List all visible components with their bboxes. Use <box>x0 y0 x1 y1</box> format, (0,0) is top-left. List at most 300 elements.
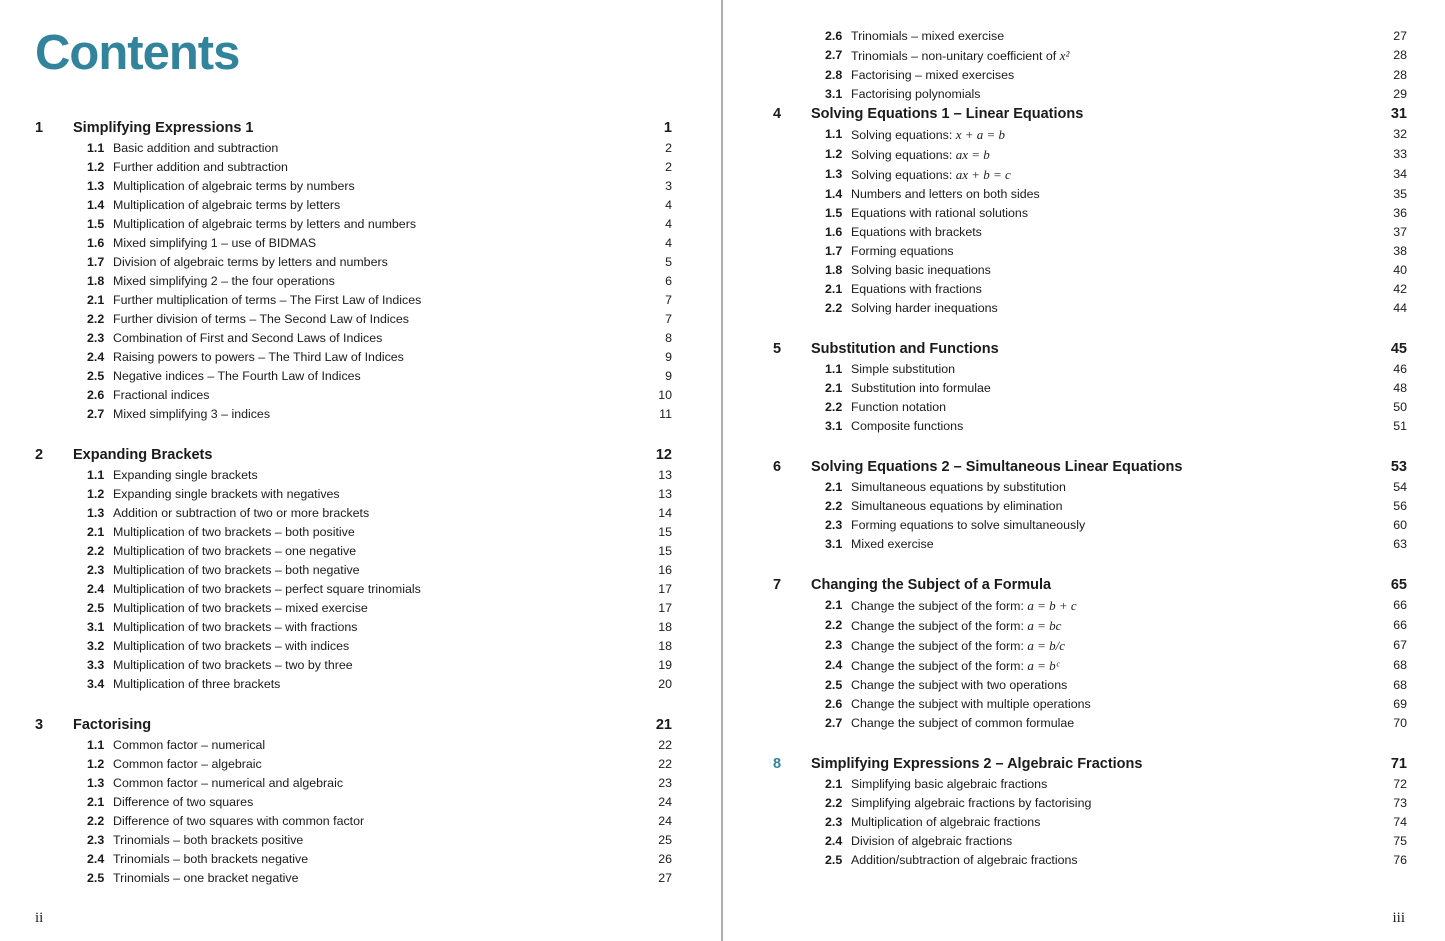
item-number: 2.2 <box>825 400 843 414</box>
item-indent-spacer <box>35 656 87 675</box>
item-page-number: 3 <box>665 179 672 193</box>
item-indent-spacer <box>773 497 825 516</box>
toc-item <box>773 497 1407 516</box>
item-indent-spacer <box>35 158 87 177</box>
item-indent-spacer <box>35 310 87 329</box>
item-title: Multiplication of two brackets – both negative <box>113 563 360 577</box>
chapter-page-number: 1 <box>663 120 672 136</box>
item-number: 1.5 <box>825 206 843 220</box>
item-indent-spacer <box>35 580 87 599</box>
toc-item <box>773 165 1407 185</box>
item-indent-spacer <box>773 636 825 656</box>
item-title: Substitution into formulae <box>851 381 991 395</box>
item-indent-spacer <box>773 280 825 299</box>
item-page-number: 4 <box>665 236 672 250</box>
toc-item <box>35 831 672 850</box>
item-number: 2.3 <box>825 815 843 829</box>
item-indent-spacer <box>773 223 825 242</box>
item-indent-spacer <box>773 145 825 165</box>
item-page-number: 2 <box>665 160 672 174</box>
item-number: 2.4 <box>87 852 105 866</box>
toc-item <box>773 832 1407 851</box>
item-title: Trinomials – both brackets positive <box>113 833 304 847</box>
item-page-number: 16 <box>658 563 672 577</box>
left-page-content <box>35 24 672 888</box>
item-title: Multiplication of two brackets – both positive <box>113 525 355 539</box>
item-page-number: 42 <box>1393 282 1407 296</box>
page-title: Contents <box>35 26 240 80</box>
item-number: 2.2 <box>87 312 105 326</box>
item-title: Solving equations: x + a = b <box>851 127 1006 142</box>
item-page-number: 66 <box>1393 618 1407 632</box>
item-page-number: 38 <box>1393 244 1407 258</box>
toc-item <box>773 46 1407 66</box>
item-indent-spacer <box>35 329 87 348</box>
item-indent-spacer <box>35 542 87 561</box>
item-title: Addition or subtraction of two or more brackets <box>113 506 370 520</box>
item-title: Change the subject of the form: a = b + c <box>851 598 1077 613</box>
item-title: Factorising polynomials <box>851 87 981 101</box>
item-page-number: 9 <box>665 350 672 364</box>
chapter-page-number: 45 <box>1390 341 1407 357</box>
item-page-number: 76 <box>1393 853 1407 867</box>
chapter-page-number: 31 <box>1390 106 1407 122</box>
item-indent-spacer <box>773 656 825 676</box>
item-title: Further division of terms – The Second Law of Indices <box>113 312 409 326</box>
toc-item <box>35 158 672 177</box>
toc-item <box>773 813 1407 832</box>
item-page-number: 13 <box>658 468 672 482</box>
item-number: 2.7 <box>825 716 843 730</box>
item-indent-spacer <box>773 616 825 636</box>
item-math-expression: x² <box>1059 48 1070 63</box>
item-indent-spacer <box>773 417 825 436</box>
item-indent-spacer <box>35 850 87 869</box>
item-number: 3.1 <box>87 620 105 634</box>
item-page-number: 40 <box>1393 263 1407 277</box>
toc-item <box>773 636 1407 656</box>
item-math-expression: ax = b <box>955 147 990 162</box>
toc-item <box>35 523 672 542</box>
toc-item <box>35 850 672 869</box>
item-indent-spacer <box>773 46 825 66</box>
toc-chapter-block <box>35 445 672 694</box>
chapter-title: Solving Equations 1 – Linear Equations <box>811 106 1084 122</box>
item-title: Factorising – mixed exercises <box>851 68 1015 82</box>
toc-chapter-block <box>773 339 1407 436</box>
item-page-number: 44 <box>1393 301 1407 315</box>
item-page-number: 22 <box>658 738 672 752</box>
item-page-number: 27 <box>1393 29 1407 43</box>
toc-item <box>773 204 1407 223</box>
chapter-number: 4 <box>773 106 782 122</box>
toc-item <box>35 348 672 367</box>
item-title: Basic addition and subtraction <box>113 141 279 155</box>
toc-item <box>773 851 1407 870</box>
item-number: 2.1 <box>87 525 105 539</box>
item-math-expression: a = b/c <box>1027 638 1065 653</box>
item-title: Equations with rational solutions <box>851 206 1029 220</box>
item-page-number: 75 <box>1393 834 1407 848</box>
left-page <box>0 0 722 941</box>
item-indent-spacer <box>35 196 87 215</box>
item-title: Composite functions <box>851 419 964 433</box>
toc-item <box>773 27 1407 46</box>
item-title: Mixed simplifying 3 – indices <box>113 407 271 421</box>
item-title: Raising powers to powers – The Third Law of Indices <box>113 350 404 364</box>
item-page-number: 9 <box>665 369 672 383</box>
item-title: Forming equations to solve simultaneously <box>851 518 1086 532</box>
item-indent-spacer <box>773 360 825 379</box>
toc-item <box>35 196 672 215</box>
item-number: 3.1 <box>825 537 843 551</box>
item-indent-spacer <box>35 367 87 386</box>
item-number: 1.1 <box>87 738 105 752</box>
item-page-number: 37 <box>1393 225 1407 239</box>
item-page-number: 54 <box>1393 480 1407 494</box>
toc-item <box>35 466 672 485</box>
chapter-number: 3 <box>35 717 44 733</box>
item-title: Function notation <box>851 400 947 414</box>
item-title: Multiplication of two brackets – mixed exercise <box>113 601 368 615</box>
item-indent-spacer <box>773 851 825 870</box>
toc-chapter-heading <box>773 457 1407 478</box>
item-number: 2.1 <box>825 480 843 494</box>
item-indent-spacer <box>35 736 87 755</box>
item-number: 2.1 <box>87 795 105 809</box>
toc-item <box>35 736 672 755</box>
item-number: 2.2 <box>825 301 843 315</box>
toc-chapter-block <box>773 754 1407 870</box>
toc-right-column <box>773 104 1407 870</box>
item-indent-spacer <box>35 831 87 850</box>
toc-item <box>773 794 1407 813</box>
item-number: 1.6 <box>825 225 843 239</box>
item-page-number: 50 <box>1393 400 1407 414</box>
toc-left-column <box>35 118 672 888</box>
chapter-page-number: 21 <box>655 717 672 733</box>
item-page-number: 2 <box>665 141 672 155</box>
toc-chapter-block <box>35 715 672 888</box>
item-number: 2.1 <box>825 598 843 612</box>
toc-item <box>35 329 672 348</box>
item-page-number: 32 <box>1393 127 1407 141</box>
item-math-expression: a = bc <box>1027 618 1062 633</box>
item-title: Solving equations: ax = b <box>851 147 990 162</box>
toc-item <box>35 637 672 656</box>
item-title: Multiplication of algebraic fractions <box>851 815 1041 829</box>
item-title: Difference of two squares with common factor <box>113 814 365 828</box>
item-title: Further addition and subtraction <box>113 160 288 174</box>
toc-chapter-heading <box>35 445 672 466</box>
item-title: Multiplication of two brackets – with indices <box>113 639 350 653</box>
item-title: Simplifying basic algebraic fractions <box>851 777 1048 791</box>
item-number: 2.5 <box>87 601 105 615</box>
item-number: 1.2 <box>87 487 105 501</box>
item-indent-spacer <box>35 869 87 888</box>
item-number: 2.3 <box>825 638 843 652</box>
item-number: 1.8 <box>825 263 843 277</box>
item-title: Multiplication of algebraic terms by numbers <box>113 179 355 193</box>
item-number: 2.8 <box>825 68 843 82</box>
item-title: Trinomials – one bracket negative <box>113 871 299 885</box>
item-page-number: 36 <box>1393 206 1407 220</box>
item-page-number: 56 <box>1393 499 1407 513</box>
item-page-number: 29 <box>1393 87 1407 101</box>
toc-continuation-items <box>773 27 1407 104</box>
item-page-number: 73 <box>1393 796 1407 810</box>
item-indent-spacer <box>773 832 825 851</box>
item-page-number: 72 <box>1393 777 1407 791</box>
item-page-number: 24 <box>658 814 672 828</box>
toc-item <box>35 272 672 291</box>
item-number: 3.1 <box>825 87 843 101</box>
toc-item <box>35 310 672 329</box>
toc-chapter-heading <box>773 754 1407 775</box>
item-number: 2.1 <box>87 293 105 307</box>
item-number: 2.6 <box>87 388 105 402</box>
item-number: 2.2 <box>87 814 105 828</box>
chapter-title: Solving Equations 2 – Simultaneous Linear Equations <box>811 459 1183 475</box>
item-indent-spacer <box>35 139 87 158</box>
item-title: Change the subject of the form: a = b/c <box>851 638 1065 653</box>
toc-chapter-heading <box>773 575 1407 596</box>
item-page-number: 28 <box>1393 48 1407 62</box>
item-indent-spacer <box>773 242 825 261</box>
item-math-expression: a = b + c <box>1027 598 1077 613</box>
item-number: 2.4 <box>825 834 843 848</box>
item-number: 1.8 <box>87 274 105 288</box>
item-title: Trinomials – non-unitary coefficient of x² <box>851 48 1070 63</box>
toc-item <box>773 125 1407 145</box>
item-title: Trinomials – both brackets negative <box>113 852 309 866</box>
item-page-number: 18 <box>658 620 672 634</box>
item-title: Change the subject with multiple operations <box>851 697 1091 711</box>
left-folio: ii <box>35 910 44 926</box>
item-title: Simple substitution <box>851 362 955 376</box>
item-title: Addition/subtraction of algebraic fractions <box>851 853 1078 867</box>
item-indent-spacer <box>773 478 825 497</box>
item-number: 2.6 <box>825 29 843 43</box>
item-indent-spacer <box>773 596 825 616</box>
item-title: Numbers and letters on both sides <box>851 187 1040 201</box>
item-title: Difference of two squares <box>113 795 254 809</box>
toc-item <box>773 223 1407 242</box>
item-page-number: 6 <box>665 274 672 288</box>
item-indent-spacer <box>35 599 87 618</box>
toc-item <box>35 755 672 774</box>
toc-item <box>35 793 672 812</box>
item-number: 1.3 <box>87 506 105 520</box>
item-number: 2.3 <box>825 518 843 532</box>
toc-item <box>773 185 1407 204</box>
toc-item <box>35 869 672 888</box>
item-page-number: 70 <box>1393 716 1407 730</box>
item-page-number: 17 <box>658 601 672 615</box>
right-page-content <box>773 27 1407 870</box>
item-title: Division of algebraic fractions <box>851 834 1013 848</box>
toc-item <box>35 215 672 234</box>
toc-chapter-heading <box>35 715 672 736</box>
item-number: 1.2 <box>825 147 843 161</box>
item-page-number: 74 <box>1393 815 1407 829</box>
right-page <box>723 0 1445 941</box>
right-folio: iii <box>1392 910 1405 926</box>
item-title: Equations with fractions <box>851 282 982 296</box>
item-page-number: 66 <box>1393 598 1407 612</box>
item-title: Change the subject of the form: a = bᶜ <box>851 658 1060 673</box>
item-number: 2.4 <box>87 582 105 596</box>
item-number: 2.5 <box>87 369 105 383</box>
toc-chapter-block <box>773 457 1407 554</box>
item-math-expression: x + a = b <box>955 127 1006 142</box>
toc-item <box>773 695 1407 714</box>
item-page-number: 48 <box>1393 381 1407 395</box>
item-page-number: 68 <box>1393 658 1407 672</box>
item-number: 2.2 <box>87 544 105 558</box>
item-title: Mixed exercise <box>851 537 934 551</box>
toc-item <box>773 242 1407 261</box>
item-title: Multiplication of algebraic terms by letters and numbers <box>113 217 417 231</box>
item-title: Equations with brackets <box>851 225 982 239</box>
item-number: 2.2 <box>825 796 843 810</box>
item-number: 3.1 <box>825 419 843 433</box>
item-title: Combination of First and Second Laws of Indices <box>113 331 383 345</box>
item-title: Mixed simplifying 2 – the four operations <box>113 274 335 288</box>
item-page-number: 5 <box>665 255 672 269</box>
item-number: 2.7 <box>825 48 843 62</box>
toc-item <box>773 398 1407 417</box>
item-number: 3.2 <box>87 639 105 653</box>
item-number: 2.4 <box>825 658 843 672</box>
toc-item <box>773 775 1407 794</box>
item-indent-spacer <box>35 348 87 367</box>
item-number: 1.2 <box>87 160 105 174</box>
item-indent-spacer <box>35 386 87 405</box>
item-page-number: 4 <box>665 217 672 231</box>
item-number: 2.1 <box>825 777 843 791</box>
toc-item <box>773 676 1407 695</box>
item-page-number: 8 <box>665 331 672 345</box>
item-indent-spacer <box>773 185 825 204</box>
toc-chapter-block <box>35 118 672 424</box>
item-page-number: 60 <box>1393 518 1407 532</box>
item-title: Simultaneous equations by substitution <box>851 480 1066 494</box>
item-number: 1.1 <box>87 141 105 155</box>
item-page-number: 35 <box>1393 187 1407 201</box>
item-number: 1.3 <box>87 776 105 790</box>
toc-item <box>773 516 1407 535</box>
item-math-expression: a = bᶜ <box>1027 658 1060 673</box>
item-indent-spacer <box>773 775 825 794</box>
item-indent-spacer <box>773 535 825 554</box>
item-title: Multiplication of two brackets – two by three <box>113 658 353 672</box>
item-number: 2.3 <box>87 331 105 345</box>
item-title: Expanding single brackets with negatives <box>113 487 340 501</box>
chapter-number: 2 <box>35 447 44 463</box>
item-page-number: 10 <box>658 388 672 402</box>
item-indent-spacer <box>35 812 87 831</box>
chapter-page-number: 53 <box>1390 459 1407 475</box>
item-title: Fractional indices <box>113 388 210 402</box>
item-number: 2.5 <box>825 678 843 692</box>
item-number: 1.1 <box>87 468 105 482</box>
toc-item <box>773 616 1407 636</box>
toc-item <box>773 280 1407 299</box>
item-title: Common factor – numerical <box>113 738 266 752</box>
toc-item <box>773 145 1407 165</box>
item-indent-spacer <box>773 516 825 535</box>
item-title: Change the subject with two operations <box>851 678 1068 692</box>
item-page-number: 33 <box>1393 147 1407 161</box>
item-title: Expanding single brackets <box>113 468 258 482</box>
item-page-number: 28 <box>1393 68 1407 82</box>
item-title: Change the subject of common formulae <box>851 716 1075 730</box>
chapter-number: 7 <box>773 577 782 593</box>
item-page-number: 7 <box>665 312 672 326</box>
item-indent-spacer <box>773 813 825 832</box>
item-number: 1.5 <box>87 217 105 231</box>
item-indent-spacer <box>773 299 825 318</box>
item-title: Multiplication of two brackets – with fractions <box>113 620 358 634</box>
item-page-number: 14 <box>658 506 672 520</box>
item-indent-spacer <box>773 261 825 280</box>
chapter-title: Factorising <box>73 717 152 733</box>
toc-item <box>35 504 672 523</box>
item-page-number: 13 <box>658 487 672 501</box>
toc-item <box>773 417 1407 436</box>
item-indent-spacer <box>35 561 87 580</box>
item-title: Multiplication of two brackets – perfect square trinomials <box>113 582 421 596</box>
item-indent-spacer <box>35 675 87 694</box>
chapter-number: 8 <box>773 756 782 772</box>
item-title: Common factor – numerical and algebraic <box>113 776 344 790</box>
item-number: 2.1 <box>825 381 843 395</box>
item-indent-spacer <box>35 637 87 656</box>
chapter-number: 5 <box>773 341 782 357</box>
item-number: 2.7 <box>87 407 105 421</box>
toc-item <box>35 599 672 618</box>
item-page-number: 18 <box>658 639 672 653</box>
item-page-number: 15 <box>658 525 672 539</box>
item-indent-spacer <box>35 405 87 424</box>
toc-item <box>773 535 1407 554</box>
item-number: 2.2 <box>825 618 843 632</box>
item-page-number: 19 <box>658 658 672 672</box>
item-page-number: 27 <box>658 871 672 885</box>
toc-item <box>35 580 672 599</box>
item-title: Mixed simplifying 1 – use of BIDMAS <box>113 236 317 250</box>
toc-item <box>773 261 1407 280</box>
toc-item <box>773 85 1407 104</box>
item-page-number: 63 <box>1393 537 1407 551</box>
toc-chapter-block <box>773 104 1407 318</box>
item-indent-spacer <box>773 695 825 714</box>
item-number: 1.2 <box>87 757 105 771</box>
item-number: 1.7 <box>825 244 843 258</box>
item-page-number: 20 <box>658 677 672 691</box>
item-title: Multiplication of two brackets – one negative <box>113 544 357 558</box>
item-page-number: 51 <box>1393 419 1407 433</box>
item-indent-spacer <box>773 85 825 104</box>
item-number: 1.3 <box>87 179 105 193</box>
item-page-number: 24 <box>658 795 672 809</box>
item-page-number: 68 <box>1393 678 1407 692</box>
item-number: 3.3 <box>87 658 105 672</box>
toc-item <box>35 234 672 253</box>
item-number: 2.4 <box>87 350 105 364</box>
toc-item <box>773 379 1407 398</box>
